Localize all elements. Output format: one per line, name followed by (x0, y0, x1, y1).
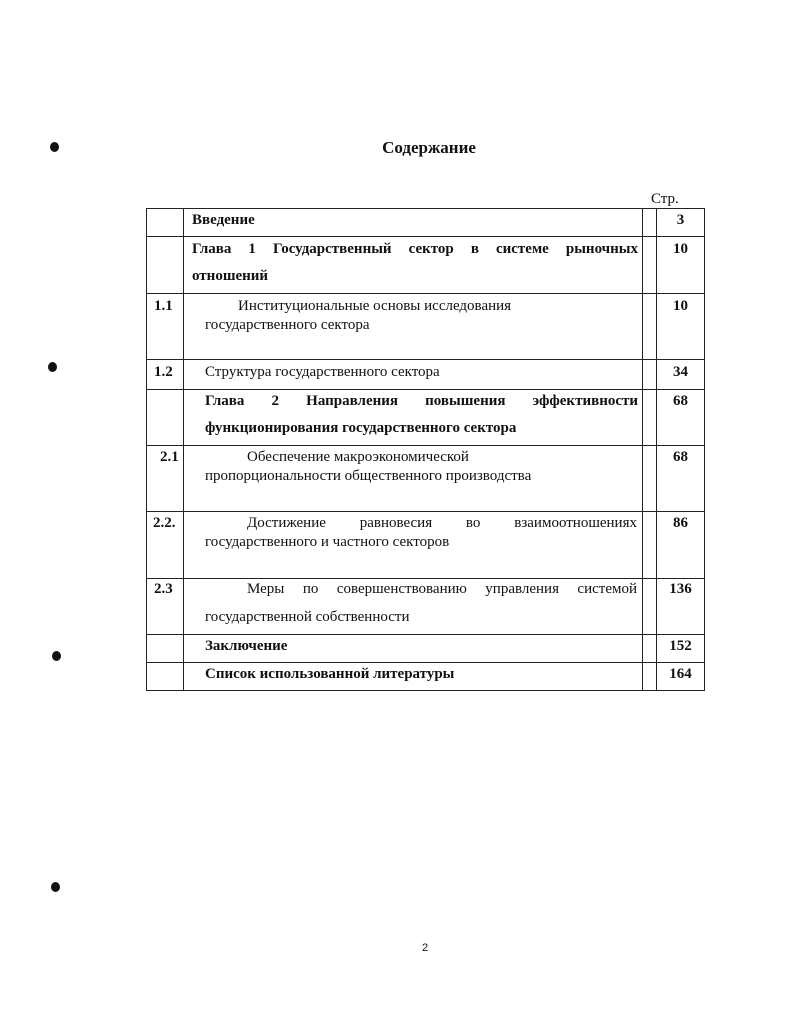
toc-page-1-2: 34 (673, 364, 688, 380)
toc-entry-chapter-1-line-1: Глава 1 Государственный сектор в системе рыночных (192, 241, 638, 257)
page-column-label: Стр. (651, 191, 679, 207)
binder-hole-1 (50, 142, 59, 152)
toc-num-1-2: 1.2 (154, 364, 173, 380)
toc-entry-2-1-line-1: Обеспечение макроэкономической (247, 449, 469, 465)
binder-hole-2 (48, 362, 57, 372)
page-title: Содержание (382, 138, 476, 157)
toc-page-chapter-2: 68 (673, 393, 688, 409)
toc-page-2-3: 136 (669, 581, 692, 597)
toc-entry-2-3-line-2: государственной собственности (205, 609, 410, 625)
toc-entry-2-2-line-1: Достижение равновесия во взаимоотношениях (247, 515, 637, 531)
toc-page-1-1: 10 (673, 298, 688, 314)
toc-entry-references: Список использованной литературы (205, 666, 455, 682)
toc-entry-2-3-line-1: Меры по совершенствованию управления системой (247, 581, 637, 597)
toc-page-2-2: 86 (673, 515, 688, 531)
toc-entry-intro: Введение (192, 212, 255, 228)
toc-page-2-1: 68 (673, 449, 688, 465)
toc-entry-chapter-1-line-2: отношений (192, 268, 269, 284)
binder-hole-4 (51, 882, 60, 892)
toc-entry-conclusion: Заключение (205, 638, 288, 654)
toc-page-chapter-1: 10 (673, 241, 688, 257)
toc-entry-1-1-line-1: Институциональные основы исследования (238, 298, 512, 314)
page-number: 2 (422, 942, 429, 954)
toc-entry-1-2: Структура государственного сектора (205, 364, 440, 380)
binder-hole-3 (52, 651, 61, 661)
toc-page-conclusion: 152 (669, 638, 692, 654)
toc-num-2-2: 2.2. (153, 515, 176, 531)
toc-num-2-1: 2.1 (160, 449, 179, 465)
toc-entry-chapter-2-line-2: функционирования государственного сектора (205, 420, 517, 436)
toc-page-intro: 3 (676, 212, 685, 228)
toc-num-2-3: 2.3 (154, 581, 173, 597)
toc-num-1-1: 1.1 (154, 298, 173, 314)
toc-entry-1-1-line-2: государственного сектора (205, 317, 370, 333)
toc-page-references: 164 (669, 666, 692, 682)
toc-entry-2-2-line-2: государственного и частного секторов (205, 534, 450, 550)
toc-entry-2-1-line-2: пропорциональности общественного производства (205, 468, 532, 484)
toc-entry-chapter-2-line-1: Глава 2 Направления повышения эффективности (205, 393, 638, 409)
